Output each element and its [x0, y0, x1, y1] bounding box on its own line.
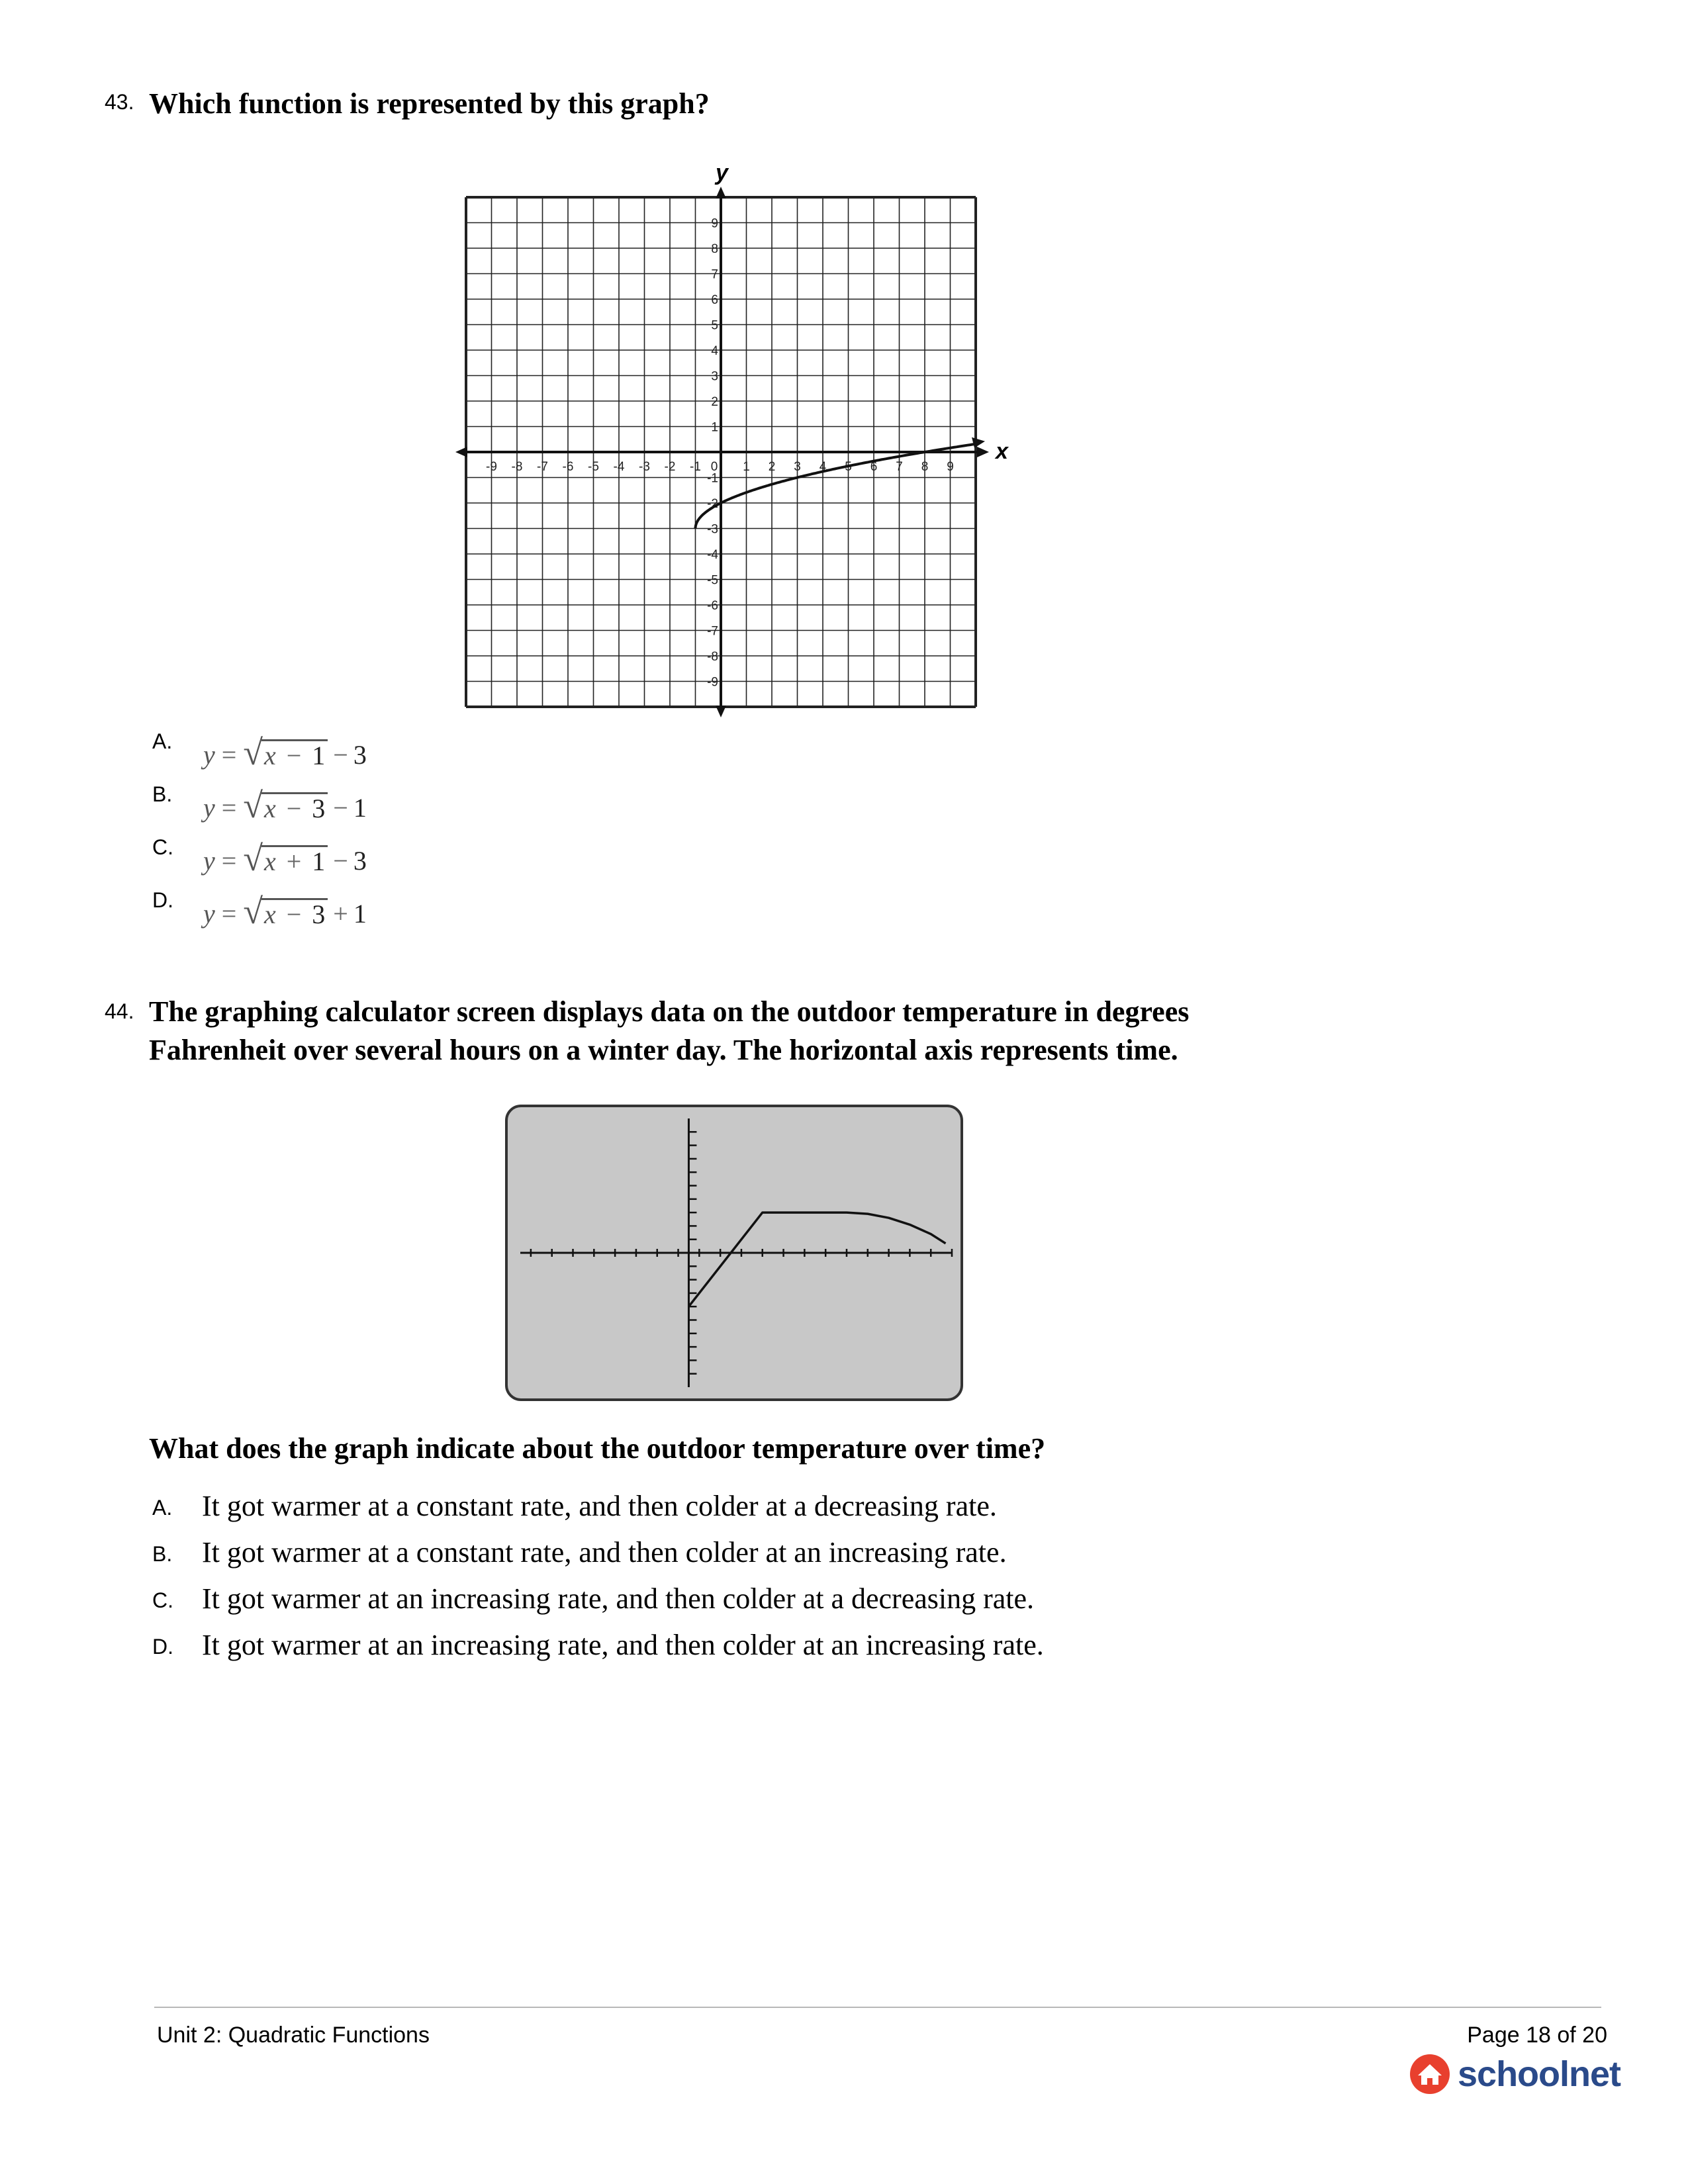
y-axis-arrow-icon	[716, 705, 726, 717]
square-root	[243, 788, 328, 823]
radicand-number: 3	[312, 794, 326, 823]
radical-sign-icon: √	[243, 839, 263, 878]
radicand	[261, 898, 328, 929]
radicand-variable: x	[263, 794, 276, 823]
x-tick-label: 7	[896, 460, 903, 474]
math-equals: =	[221, 793, 237, 823]
y-tick-label: -3	[707, 522, 718, 537]
logo-wordmark: schoolnet	[1458, 2054, 1621, 2094]
x-tick-label: 9	[947, 460, 954, 474]
choice-letter: B.	[152, 782, 173, 806]
radicand-number: 3	[312, 899, 326, 929]
square-root	[243, 735, 328, 770]
choice-expression[interactable]	[203, 735, 367, 770]
radicand-operator: −	[286, 899, 302, 929]
x-tick-label: 8	[921, 460, 929, 474]
x-tick-label: -1	[690, 460, 701, 474]
question-number: 43.	[105, 90, 134, 114]
y-tick-label: 2	[711, 395, 718, 409]
x-tick-label: -4	[613, 460, 625, 474]
math-lhs: y	[203, 793, 215, 823]
radicand-number: 1	[312, 741, 326, 770]
curve-arrow-icon	[972, 437, 985, 448]
choice-expression[interactable]	[203, 841, 367, 876]
y-tick-label: 5	[711, 318, 718, 333]
radicand-operator: −	[286, 741, 302, 770]
x-tick-label: 0	[710, 460, 718, 474]
math-lhs: y	[203, 740, 215, 770]
y-tick-label: -7	[707, 624, 718, 639]
question-prompt-line: The graphing calculator screen displays data on the outdoor temperature in degrees	[149, 995, 1190, 1028]
y-axis-label: y	[716, 160, 728, 185]
y-tick-label: -1	[707, 471, 718, 486]
math-lhs: y	[203, 846, 215, 876]
radicand-operator: +	[286, 846, 302, 876]
x-tick-label: 4	[819, 460, 827, 474]
math-equals: =	[221, 846, 237, 876]
square-root	[243, 841, 328, 876]
y-tick-label: 9	[711, 216, 718, 231]
question-prompt: Which function is represented by this graph?	[149, 87, 710, 120]
y-tick-label: 6	[711, 293, 718, 307]
choice-expression[interactable]	[203, 788, 367, 823]
y-tick-label: -5	[707, 573, 718, 588]
choice-text[interactable]: It got warmer at a constant rate, and then colder at a decreasing rate.	[202, 1490, 997, 1522]
radicand	[261, 739, 328, 770]
schoolnet-logo	[1409, 2053, 1621, 2095]
x-tick-label: 1	[743, 460, 750, 474]
y-tick-label: 3	[711, 369, 718, 384]
x-axis-arrow-icon	[455, 447, 467, 457]
footer-divider	[154, 2007, 1601, 2008]
math-equals: =	[221, 899, 237, 929]
x-tick-label: -2	[664, 460, 676, 474]
function-curve	[696, 444, 976, 529]
sub-prompt: What does the graph indicate about the outdoor temperature over time?	[149, 1432, 1046, 1465]
choice-letter: C.	[152, 1588, 173, 1612]
question-prompt-line: Fahrenheit over several hours on a winter day. The horizontal axis represents time.	[149, 1034, 1178, 1066]
y-tick-label: 4	[711, 344, 718, 358]
y-tick-label: -8	[707, 650, 718, 664]
y-axis-arrow-icon	[716, 187, 726, 199]
footer-unit-title: Unit 2: Quadratic Functions	[157, 2023, 430, 2048]
radicand-number: 1	[312, 846, 326, 876]
choice-letter: D.	[152, 888, 173, 912]
y-tick-label: 1	[711, 420, 718, 435]
outer-number: 3	[353, 740, 367, 770]
y-tick-label: -4	[707, 548, 718, 562]
radicand-variable: x	[263, 741, 276, 770]
y-tick-label: 8	[711, 242, 718, 256]
outer-number: 1	[353, 793, 367, 823]
x-tick-label: -6	[562, 460, 574, 474]
math-lhs: y	[203, 899, 215, 929]
choice-text[interactable]: It got warmer at an increasing rate, and then colder at a decreasing rate.	[202, 1582, 1035, 1615]
math-equals: =	[221, 740, 237, 770]
outer-operator: +	[333, 899, 348, 929]
calculator-screen	[504, 1104, 964, 1402]
x-tick-label: 6	[870, 460, 878, 474]
outer-operator: −	[333, 740, 348, 770]
home-icon	[1409, 2053, 1451, 2095]
radicand-variable: x	[263, 846, 276, 876]
square-root	[243, 893, 328, 929]
choice-letter: A.	[152, 729, 173, 753]
x-axis-label: x	[996, 439, 1008, 464]
outer-number: 1	[353, 899, 367, 929]
radicand-operator: −	[286, 794, 302, 823]
x-tick-label: 5	[845, 460, 852, 474]
radicand-variable: x	[263, 899, 276, 929]
x-axis-arrow-icon	[977, 447, 989, 457]
choice-letter: C.	[152, 835, 173, 859]
choice-letter: B.	[152, 1542, 173, 1566]
y-tick-label: -9	[707, 675, 718, 690]
coordinate-graph	[457, 159, 1008, 721]
outer-operator: −	[333, 793, 348, 823]
y-tick-label: -6	[707, 599, 718, 613]
radicand	[261, 845, 328, 876]
choice-text[interactable]: It got warmer at an increasing rate, and then colder at an increasing rate.	[202, 1629, 1044, 1661]
question-number: 44.	[105, 999, 134, 1023]
choice-letter: D.	[152, 1635, 173, 1659]
y-tick-label: 7	[711, 267, 718, 282]
choice-text[interactable]: It got warmer at a constant rate, and then colder at an increasing rate.	[202, 1536, 1007, 1569]
y-tick-label: -2	[707, 497, 718, 511]
x-tick-label: -3	[639, 460, 650, 474]
x-tick-label: 2	[768, 460, 776, 474]
x-tick-label: -8	[511, 460, 523, 474]
x-tick-label: 3	[794, 460, 801, 474]
radical-sign-icon: √	[243, 733, 263, 772]
radical-sign-icon: √	[243, 891, 263, 931]
outer-operator: −	[333, 846, 348, 876]
radicand	[261, 792, 328, 823]
choice-expression[interactable]	[203, 893, 367, 929]
x-tick-label: -5	[588, 460, 599, 474]
radical-sign-icon: √	[243, 786, 263, 825]
choice-letter: A.	[152, 1496, 173, 1520]
x-tick-label: -9	[486, 460, 497, 474]
outer-number: 3	[353, 846, 367, 876]
footer-page-number: Page 18 of 20	[1467, 2023, 1607, 2048]
x-tick-label: -7	[537, 460, 548, 474]
